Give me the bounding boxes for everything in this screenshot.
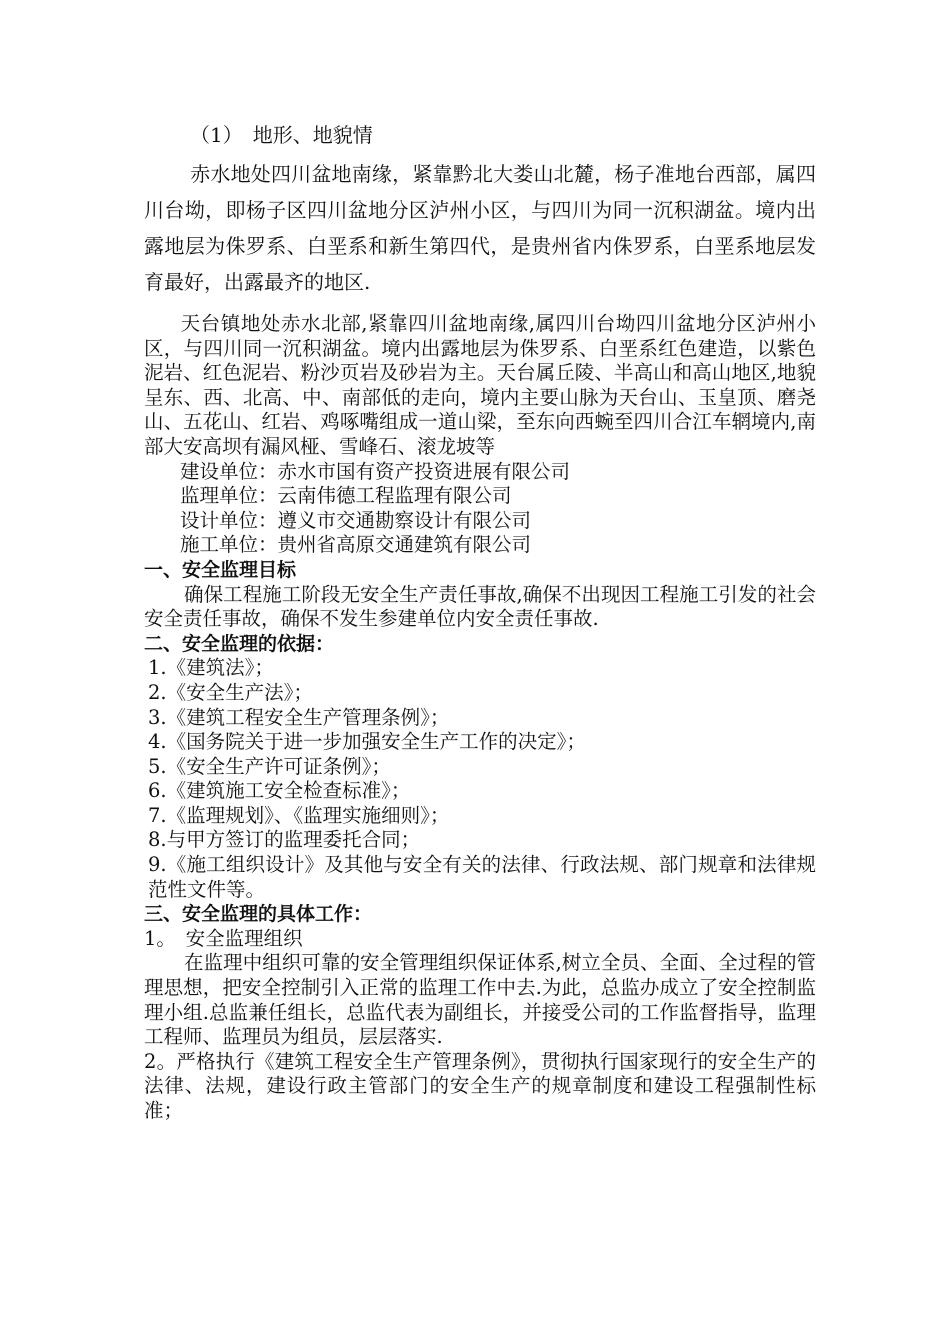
section3-heading: 三、安全监理的具体工作： [144,903,373,926]
basis-item-1: 1.《建筑法》； [148,656,274,680]
section1-heading: 一、安全监理目标 [144,558,297,581]
section3-sub1-title: 1。 安全监理组织 [144,926,303,950]
chishui-paragraph [144,156,816,300]
body-content [144,312,816,1124]
basis-item-2: 2.《安全生产法》； [148,680,313,704]
terrain-heading: （1） 地形、地貌情 [190,123,373,147]
basis-item-5: 5.《安全生产许可证条例》； [148,754,391,778]
tiantai-paragraph [144,312,816,460]
basis-item-3: 3.《建筑工程安全生产管理条例》； [148,705,450,729]
tiantai-text: 天台镇地处赤水北部,紧靠四川盆地南缘,属四川台坳四川盆地分区泸州小区，与四川同一沉积湖盆。境内出露地层为侏罗系、白垩系红色建造，以紫色泥岩、红色泥岩、粉沙页岩及砂岩为主。天台属丘陵、半高山和高山地区,地貌呈东、西、北高、中、南部低的走向，境内主要山脉为天台山、玉皇顶、磨尧山、五花山、红岩、鸡啄嘴组成一道山梁，至东向西蜿至四川合江车辋境内,南部大安高坝有漏风桠、雪峰石、滚龙坡等 [144,312,816,458]
basis-item-4: 4.《国务院关于进一步加强安全生产工作的决定》； [148,730,586,754]
design-unit: 设计单位：遵义市交通勘察设计有限公司 [180,508,532,532]
basis-item-6: 6.《建筑施工安全检查标准》； [148,779,411,803]
construction-unit: 建设单位：赤水市国有资产投资进展有限公司 [180,459,571,483]
supervision-unit: 监理单位：云南伟德工程监理有限公司 [180,484,512,508]
section3-sub1-paragraph: 在监理中组织可靠的安全管理组织保证体系,树立全员、全面、全过程的管理思想，把安全控制引入正常的监理工作中去.为此，总监办成立了安全控制监理小组.总监兼任组长，总监代表为副组长，并接受公司的工作监督指导，监理工程师、监理员为组员，层层落实. [144,951,816,1049]
contractor-unit: 施工单位：贵州省高原交通建筑有限公司 [180,533,532,557]
basis-item-7: 7.《监理规划》、《监理实施细则》； [148,803,450,827]
basis-item-9: 9.《施工组织设计》及其他与安全有关的法律、行政法规、部门规章和法律规范性文件等。 [148,853,816,901]
chishui-text: 赤水地处四川盆地南缘，紧靠黔北大娄山北麓，杨子准地台西部，属四川台坳，即杨子区四川盆地分区泸州小区，与四川为同一沉积湖盆。境内出露地层为侏罗系、白垩系和新生第四代，是贵州省内侏罗系，白垩系地层发育最好，出露最齐的地区. [144,162,816,294]
basis-item-8: 8.与甲方签订的监理委托合同； [148,828,421,852]
section1-paragraph: 确保工程施工阶段无安全生产责任事故,确保不出现因工程施工引发的社会安全责任事故，确保不发生参建单位内安全责任事故. [144,582,816,631]
section3-sub2-paragraph: 2。严格执行《建筑工程安全生产管理条例》，贯彻执行国家现行的安全生产的法律、法规，建设行政主管部门的安全生产的规章制度和建设工程强制性标准； [144,1049,816,1122]
section2-heading: 二、安全监理的依据： [144,632,335,655]
